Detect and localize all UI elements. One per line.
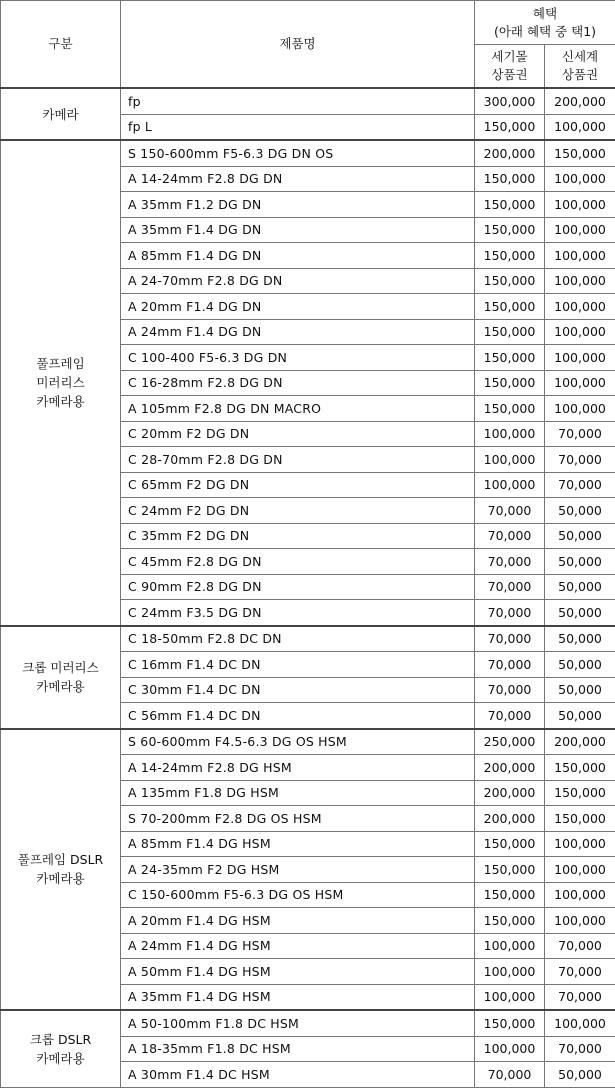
store-2-value-cell: 100,000 <box>545 114 615 140</box>
store-2-value-cell: 50,000 <box>545 523 615 549</box>
store-1-value-cell: 150,000 <box>475 1010 545 1036</box>
store-2-value-cell: 100,000 <box>545 243 615 269</box>
product-name-cell: A 20mm F1.4 DG DN <box>121 294 475 320</box>
category-line: 크롭 DSLR <box>1 1030 120 1049</box>
store-2-value-cell: 100,000 <box>545 396 615 422</box>
store-2-value-cell: 100,000 <box>545 345 615 371</box>
product-name-cell: C 16-28mm F2.8 DG DN <box>121 370 475 396</box>
store-1-value-cell: 150,000 <box>475 114 545 140</box>
table-header <box>1 1 615 89</box>
store-1-value-cell: 70,000 <box>475 703 545 729</box>
product-name-cell: S 60-600mm F4.5-6.3 DG OS HSM <box>121 729 475 755</box>
store-2-value-cell: 200,000 <box>545 88 615 114</box>
store-1-value-cell: 250,000 <box>475 729 545 755</box>
header-category: 구분 <box>1 1 121 89</box>
category-line: 카메라 <box>1 105 120 124</box>
store-2-value-cell: 50,000 <box>545 600 615 626</box>
store-2-value-cell: 100,000 <box>545 166 615 192</box>
store-1-value-cell: 100,000 <box>475 984 545 1010</box>
store-2-value-cell: 70,000 <box>545 421 615 447</box>
product-name-cell: C 18-50mm F2.8 DC DN <box>121 626 475 652</box>
product-name-cell: A 30mm F1.4 DC HSM <box>121 1062 475 1088</box>
product-name-cell: A 50-100mm F1.8 DC HSM <box>121 1010 475 1036</box>
store-1-value-cell: 70,000 <box>475 600 545 626</box>
product-name-cell: C 150-600mm F5-6.3 DG OS HSM <box>121 882 475 908</box>
store-1-value-cell: 100,000 <box>475 959 545 985</box>
store-2-value-cell: 100,000 <box>545 319 615 345</box>
store-1-value-cell: 150,000 <box>475 192 545 218</box>
category-line: 카메라용 <box>1 869 120 888</box>
store-1-value-cell: 200,000 <box>475 780 545 806</box>
store-2-value-cell: 50,000 <box>545 652 615 678</box>
category-cell <box>1 1010 121 1087</box>
product-name-cell: A 14-24mm F2.8 DG DN <box>121 166 475 192</box>
store-1-value-cell: 150,000 <box>475 166 545 192</box>
category-line: 풀프레임 <box>1 354 120 373</box>
product-name-cell: C 16mm F1.4 DC DN <box>121 652 475 678</box>
product-name-cell: A 24-35mm F2 DG HSM <box>121 857 475 883</box>
product-name-cell: A 20mm F1.4 DG HSM <box>121 908 475 934</box>
table-row <box>1 626 615 652</box>
product-name-cell: C 45mm F2.8 DG DN <box>121 549 475 575</box>
product-name-cell: A 35mm F1.4 DG HSM <box>121 984 475 1010</box>
store-2-value-cell: 50,000 <box>545 626 615 652</box>
store-2-value-cell: 100,000 <box>545 294 615 320</box>
header-product: 제품명 <box>121 1 475 89</box>
store-1-value-cell: 70,000 <box>475 1062 545 1088</box>
store-1-value-cell: 100,000 <box>475 447 545 473</box>
product-name-cell: C 24mm F2 DG DN <box>121 498 475 524</box>
store-2-value-cell: 150,000 <box>545 140 615 166</box>
category-cell <box>1 626 121 729</box>
store-1-value-cell: 70,000 <box>475 652 545 678</box>
store-2-value-cell: 100,000 <box>545 268 615 294</box>
store-2-value-cell: 100,000 <box>545 370 615 396</box>
store-1-value-cell: 70,000 <box>475 549 545 575</box>
store-2-value-cell: 50,000 <box>545 703 615 729</box>
product-name-cell: A 35mm F1.4 DG DN <box>121 217 475 243</box>
header-benefit-note: (아래 혜택 중 택1) <box>475 23 615 41</box>
store-2-value-cell: 100,000 <box>545 217 615 243</box>
product-name-cell: A 18-35mm F1.8 DC HSM <box>121 1036 475 1062</box>
store-1-value-cell: 70,000 <box>475 574 545 600</box>
store-2-value-cell: 100,000 <box>545 857 615 883</box>
store-2-value-cell: 50,000 <box>545 677 615 703</box>
store-1-value-cell: 70,000 <box>475 677 545 703</box>
category-line: 카메라용 <box>1 392 120 411</box>
store-2-value-cell: 150,000 <box>545 780 615 806</box>
product-name-cell: A 85mm F1.4 DG DN <box>121 243 475 269</box>
store-1-value-cell: 100,000 <box>475 421 545 447</box>
product-name-cell: C 35mm F2 DG DN <box>121 523 475 549</box>
product-name-cell: A 50mm F1.4 DG HSM <box>121 959 475 985</box>
header-store-2-line-2: 상품권 <box>545 66 615 84</box>
table-row <box>1 140 615 166</box>
category-line: 크롭 미러리스 <box>1 658 120 677</box>
store-1-value-cell: 70,000 <box>475 498 545 524</box>
category-cell <box>1 729 121 1011</box>
store-1-value-cell: 150,000 <box>475 908 545 934</box>
product-name-cell: C 24mm F3.5 DG DN <box>121 600 475 626</box>
product-name-cell: A 135mm F1.8 DG HSM <box>121 780 475 806</box>
product-name-cell: C 90mm F2.8 DG DN <box>121 574 475 600</box>
store-1-value-cell: 200,000 <box>475 755 545 781</box>
header-store-1-line-2: 상품권 <box>475 66 544 84</box>
store-2-value-cell: 70,000 <box>545 984 615 1010</box>
store-1-value-cell: 150,000 <box>475 882 545 908</box>
store-1-value-cell: 200,000 <box>475 806 545 832</box>
product-name-cell: C 30mm F1.4 DC DN <box>121 677 475 703</box>
product-name-cell: A 85mm F1.4 DG HSM <box>121 831 475 857</box>
store-1-value-cell: 200,000 <box>475 140 545 166</box>
store-2-value-cell: 100,000 <box>545 192 615 218</box>
product-name-cell: S 150-600mm F5-6.3 DG DN OS <box>121 140 475 166</box>
product-name-cell: C 56mm F1.4 DC DN <box>121 703 475 729</box>
store-1-value-cell: 70,000 <box>475 626 545 652</box>
store-2-value-cell: 50,000 <box>545 1062 615 1088</box>
store-1-value-cell: 150,000 <box>475 217 545 243</box>
product-name-cell: A 24mm F1.4 DG DN <box>121 319 475 345</box>
store-1-value-cell: 150,000 <box>475 268 545 294</box>
store-2-value-cell: 70,000 <box>545 933 615 959</box>
store-1-value-cell: 150,000 <box>475 345 545 371</box>
store-2-value-cell: 100,000 <box>545 1010 615 1036</box>
product-name-cell: A 35mm F1.2 DG DN <box>121 192 475 218</box>
store-2-value-cell: 150,000 <box>545 755 615 781</box>
product-name-cell: A 24mm F1.4 DG HSM <box>121 933 475 959</box>
store-1-value-cell: 100,000 <box>475 933 545 959</box>
store-2-value-cell: 100,000 <box>545 831 615 857</box>
store-1-value-cell: 150,000 <box>475 243 545 269</box>
store-1-value-cell: 150,000 <box>475 319 545 345</box>
category-line: 풀프레임 DSLR <box>1 850 120 869</box>
store-2-value-cell: 100,000 <box>545 908 615 934</box>
store-2-value-cell: 100,000 <box>545 882 615 908</box>
store-1-value-cell: 150,000 <box>475 294 545 320</box>
product-name-cell: A 24-70mm F2.8 DG DN <box>121 268 475 294</box>
store-2-value-cell: 50,000 <box>545 574 615 600</box>
store-2-value-cell: 50,000 <box>545 549 615 575</box>
product-name-cell: C 28-70mm F2.8 DG DN <box>121 447 475 473</box>
category-line: 카메라용 <box>1 1049 120 1068</box>
store-1-value-cell: 100,000 <box>475 472 545 498</box>
store-1-value-cell: 70,000 <box>475 523 545 549</box>
store-1-value-cell: 300,000 <box>475 88 545 114</box>
store-1-value-cell: 150,000 <box>475 857 545 883</box>
header-store-1-line-1: 세기몰 <box>475 48 544 66</box>
store-2-value-cell: 70,000 <box>545 472 615 498</box>
table-row <box>1 729 615 755</box>
product-name-cell: A 105mm F2.8 DG DN MACRO <box>121 396 475 422</box>
store-1-value-cell: 150,000 <box>475 370 545 396</box>
store-2-value-cell: 70,000 <box>545 447 615 473</box>
category-cell <box>1 88 121 140</box>
store-2-value-cell: 150,000 <box>545 806 615 832</box>
product-name-cell: fp L <box>121 114 475 140</box>
header-store-2 <box>545 45 615 89</box>
product-name-cell: C 65mm F2 DG DN <box>121 472 475 498</box>
header-store-2-line-1: 신세계 <box>545 48 615 66</box>
product-name-cell: C 20mm F2 DG DN <box>121 421 475 447</box>
table-body <box>1 88 615 1087</box>
store-2-value-cell: 70,000 <box>545 1036 615 1062</box>
store-2-value-cell: 200,000 <box>545 729 615 755</box>
store-1-value-cell: 150,000 <box>475 831 545 857</box>
header-benefit-title: 혜택 <box>475 5 615 23</box>
product-name-cell: fp <box>121 88 475 114</box>
category-line: 미러리스 <box>1 373 120 392</box>
store-1-value-cell: 150,000 <box>475 396 545 422</box>
product-name-cell: S 70-200mm F2.8 DG OS HSM <box>121 806 475 832</box>
store-1-value-cell: 100,000 <box>475 1036 545 1062</box>
table-row <box>1 88 615 114</box>
category-line: 카메라용 <box>1 677 120 696</box>
header-store-1 <box>475 45 545 89</box>
category-cell <box>1 140 121 626</box>
table-row <box>1 1010 615 1036</box>
store-2-value-cell: 70,000 <box>545 959 615 985</box>
product-name-cell: C 100-400 F5-6.3 DG DN <box>121 345 475 371</box>
header-benefit <box>475 1 615 45</box>
store-2-value-cell: 50,000 <box>545 498 615 524</box>
product-name-cell: A 14-24mm F2.8 DG HSM <box>121 755 475 781</box>
